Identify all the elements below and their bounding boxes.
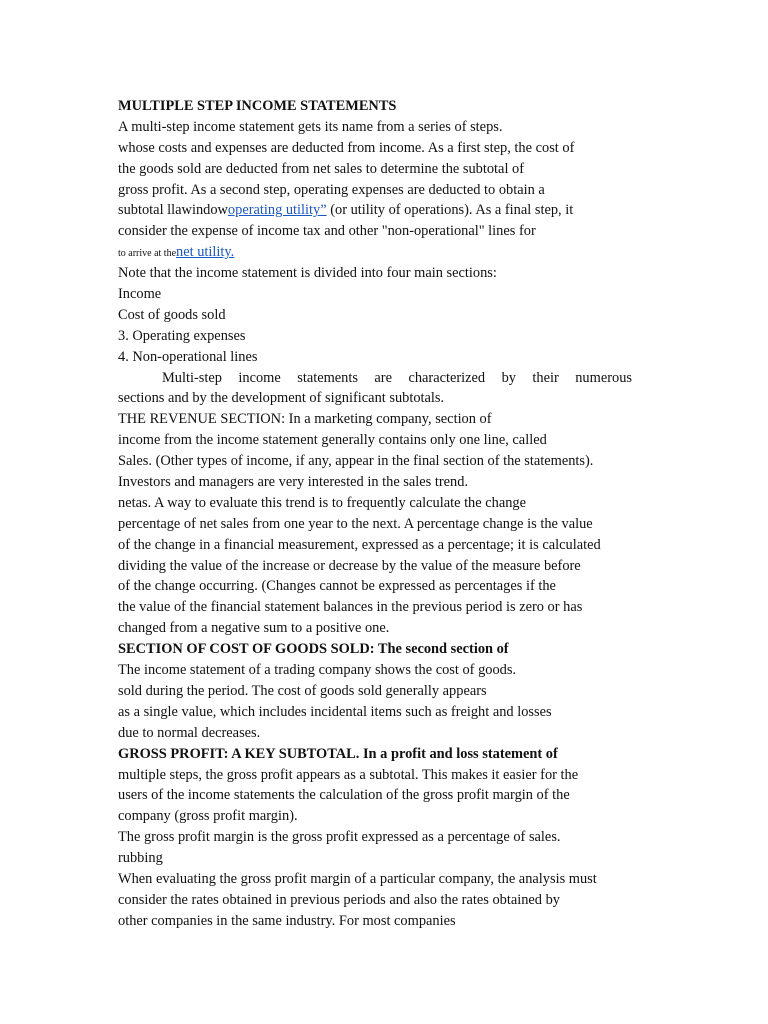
text-line: whose costs and expenses are deducted from income. As a first step, the cost of (118, 139, 575, 156)
text-line: sold during the period. The cost of goods sold generally appears (118, 682, 487, 699)
text-line: Note that the income statement is divided into four main sections: (118, 265, 497, 282)
operating-utility-link[interactable]: operating utility” (227, 202, 327, 219)
text-line-with-link (118, 242, 638, 263)
document-body (118, 96, 638, 932)
text-line: of the change occurring. (Changes cannot be expressed as percentages if the (118, 578, 556, 595)
text-line-indented: Multi-step income statements are characterized by their numerous (162, 369, 632, 386)
document-title: MULTIPLE STEP INCOME STATEMENTS (118, 98, 397, 114)
text-line: changed from a negative sum to a positive one. (118, 620, 390, 637)
text-fragment: subtotal llawindow (118, 202, 228, 219)
text-line: The gross profit margin is the gross profit expressed as a percentage of sales. (118, 829, 561, 846)
list-item: Cost of goods sold (118, 306, 226, 323)
text-line: Sales. (Other types of income, if any, appear in the final section of the statements). (118, 453, 594, 470)
text-line: Investors and managers are very interested in the sales trend. (118, 474, 469, 491)
text-line: users of the income statements the calculation of the gross profit margin of the (118, 787, 570, 804)
cost-of-goods-section-heading: SECTION OF COST OF GOODS SOLD: The second section of (118, 641, 509, 658)
text-line: multiple steps, the gross profit appears as a subtotal. This makes it easier for the (118, 766, 579, 783)
list-item: 3. Operating expenses (118, 327, 246, 344)
text-line: dividing the value of the increase or decrease by the value of the measure before (118, 557, 581, 574)
text-line: rubbing (118, 850, 163, 867)
text-fragment: to arrive at the (118, 248, 177, 260)
text-line: due to normal decreases. (118, 724, 261, 741)
text-line: sections and by the development of significant subtotals. (118, 390, 445, 407)
text-line: A multi-step income statement gets its name from a series of steps. (118, 118, 503, 135)
text-line: income from the income statement generally contains only one line, called (118, 432, 547, 449)
text-line: consider the rates obtained in previous periods and also the rates obtained by (118, 891, 560, 908)
text-line: of the change in a financial measurement, expressed as a percentage; it is calculated (118, 536, 601, 553)
text-line: netas. A way to evaluate this trend is to frequently calculate the change (118, 494, 526, 511)
text-line: percentage of net sales from one year to the next. A percentage change is the value (118, 515, 593, 532)
text-line: the value of the financial statement balances in the previous period is zero or has (118, 599, 583, 616)
text-line: the goods sold are deducted from net sales to determine the subtotal of (118, 160, 525, 177)
text-line: consider the expense of income tax and other "non-operational" lines for (118, 223, 536, 240)
text-line: gross profit. As a second step, operating expenses are deducted to obtain a (118, 181, 545, 198)
revenue-section-heading: THE REVENUE SECTION: In a marketing company, section of (118, 411, 492, 428)
list-item: Income (118, 286, 162, 303)
gross-profit-section-heading: GROSS PROFIT: A KEY SUBTOTAL. In a profit and loss statement of (118, 745, 558, 762)
text-fragment: (or utility of operations). As a final step, it (326, 202, 574, 219)
list-item: 4. Non-operational lines (118, 348, 258, 365)
text-line: as a single value, which includes incidental items such as freight and losses (118, 703, 552, 720)
text-line: other companies in the same industry. For most companies (118, 912, 456, 929)
text-line: company (gross profit margin). (118, 808, 298, 825)
net-utility-link[interactable]: net utility. (176, 244, 235, 261)
text-line-with-link (118, 200, 638, 221)
text-line: The income statement of a trading company shows the cost of goods. (118, 662, 517, 679)
text-line: When evaluating the gross profit margin of a particular company, the analysis must (118, 870, 597, 887)
